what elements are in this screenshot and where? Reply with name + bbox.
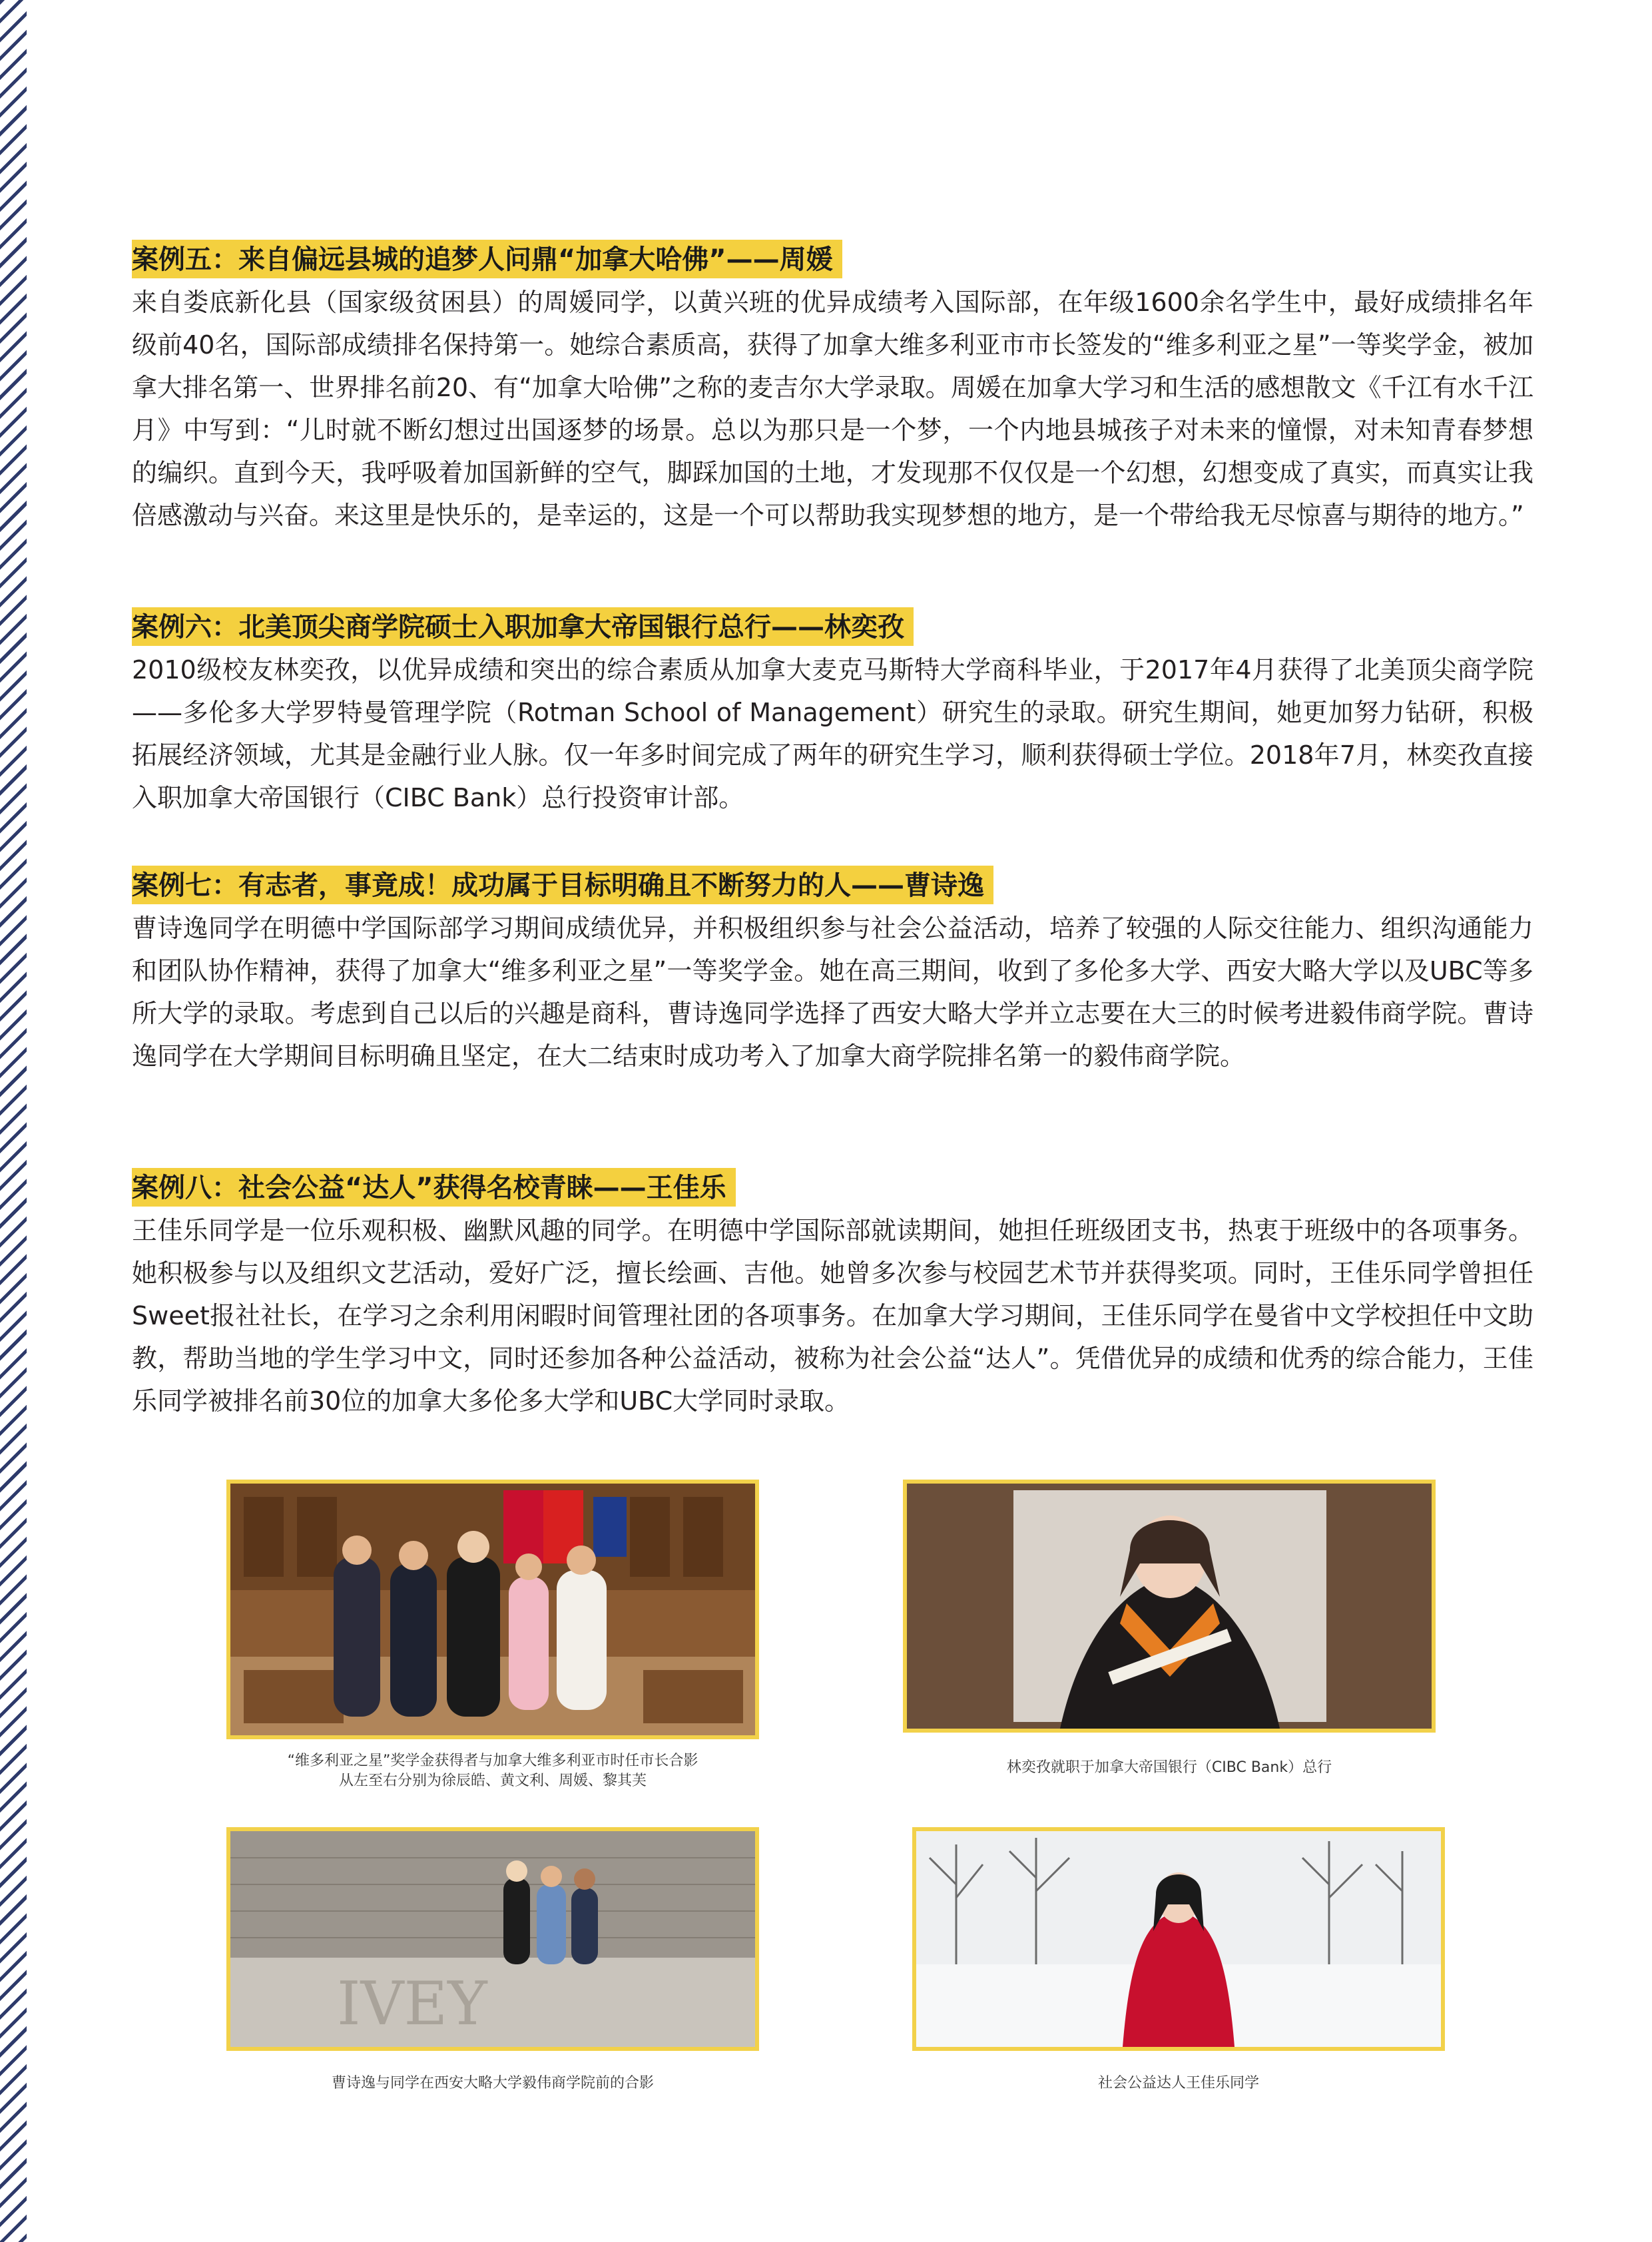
- mayor-photo-caption: [200, 1751, 786, 1791]
- case-six-body: 2010级校友林奕孜，以优异成绩和突出的综合素质从加拿大麦克马斯特大学商科毕业，于2017年4月获得了北美顶尖商学院——多伦多大学罗特曼管理学院（Rotman School of Management）研究生的录取。研究生期间，她更加努力钻研，积极拓展经济领域，尤其是金融行业人脉。仅一年多时间完成了两年的研究生学习，顺利获得硕士学位。2018年7月，林奕孜直接入职加拿大帝国银行（CIBC Bank）总行投资审计部。: [132, 655, 1533, 812]
- graduate-photo-illustration: [907, 1484, 1432, 1729]
- snow-photo: [912, 1827, 1445, 2051]
- graduate-photo: [903, 1480, 1436, 1733]
- ivey-sign-text: IVEY: [337, 1969, 487, 2039]
- ivey-photo-illustration: [230, 1831, 755, 2047]
- ivey-photo: [226, 1827, 759, 2051]
- case-seven-body: 曹诗逸同学在明德中学国际部学习期间成绩优异，并积极组织参与社会公益活动，培养了较强的人际交往能力、组织沟通能力和团队协作精神，获得了加拿大“维多利亚之星”一等奖学金。她在高三期间，收到了多伦多大学、西安大略大学以及UBC等多所大学的录取。考虑到自己以后的兴趣是商科，曹诗逸同学选择了西安大略大学并立志要在大三的时候考进毅伟商学院。曹诗逸同学在大学期间目标明确且坚定，在大二结束时成功考入了加拿大商学院排名第一的毅伟商学院。: [132, 914, 1533, 1071]
- mayor-group-photo-illustration: [230, 1484, 755, 1735]
- graduate-photo-caption-line1: 林奕孜就职于加拿大帝国银行（CIBC Bank）总行: [1006, 1759, 1332, 1776]
- case-eight-body: 王佳乐同学是一位乐观积极、幽默风趣的同学。在明德中学国际部就读期间，她担任班级团支书，热衷于班级中的各项事务。她积极参与以及组织文艺活动，爱好广泛，擅长绘画、吉他。她曾多次参与校园艺术节并获得奖项。同时，王佳乐同学曾担任Sweet报社社长，在学习之余利用闲暇时间管理社团的各项事务。在加拿大学习期间，王佳乐同学在曼省中文学校担任中文助教，帮助当地的学生学习中文，同时还参加各种公益活动，被称为社会公益“达人”。凭借优异的成绩和优秀的综合能力，王佳乐同学被排名前30位的加拿大多伦多大学和UBC大学同时录取。: [132, 1216, 1533, 1416]
- case-five-section: [132, 240, 1533, 537]
- case-six-section: [132, 607, 1533, 819]
- case-seven-title: 案例七：有志者，事竟成！成功属于目标明确且不断努力的人——曹诗逸: [132, 866, 993, 904]
- graduate-photo-caption: [903, 1758, 1436, 1778]
- snow-photo-caption: [912, 2074, 1445, 2094]
- case-eight-section: [132, 1168, 1533, 1422]
- case-seven-section: [132, 866, 1533, 1077]
- snow-photo-caption-line1: 社会公益达人王佳乐同学: [1097, 2075, 1259, 2092]
- case-five-body: 来自娄底新化县（国家级贫困县）的周媛同学，以黄兴班的优异成绩考入国际部，在年级1600余名学生中，最好成绩排名年级前40名，国际部成绩排名保持第一。她综合素质高，获得了加拿大维多利亚市市长签发的“维多利亚之星”一等奖学金，被加拿大排名第一、世界排名前20、有“加拿大哈佛”之称的麦吉尔大学录取。周媛在加拿大学习和生活的感想散文《千江有水千江月》中写到：“儿时就不断幻想过出国逐梦的场景。总以为那只是一个梦，一个内地县城孩子对未来的憧憬，对未知青春梦想的编织。直到今天，我呼吸着加国新鲜的空气，脚踩加国的土地，才发现那不仅仅是一个幻想，幻想变成了真实，而真实让我倍感激动与兴奋。来这里是快乐的，是幸运的，这是一个可以帮助我实现梦想的地方，是一个带给我无尽惊喜与期待的地方。”: [132, 288, 1533, 530]
- mayor-photo-caption-line1: “维多利亚之星”奖学金获得者与加拿大维多利亚市时任市长合影: [287, 1753, 698, 1769]
- case-five-title: 案例五：来自偏远县城的追梦人问鼎“加拿大哈佛”——周媛: [132, 240, 842, 278]
- ivey-photo-caption: [226, 2074, 759, 2094]
- case-six-title: 案例六：北美顶尖商学院硕士入职加拿大帝国银行总行——林奕孜: [132, 607, 914, 646]
- decorative-edge-stripe: [0, 0, 27, 2242]
- case-eight-title: 案例八：社会公益“达人”获得名校青睐——王佳乐: [132, 1168, 736, 1207]
- ivey-photo-caption-line1: 曹诗逸与同学在西安大略大学毅伟商学院前的合影: [331, 2075, 654, 2092]
- mayor-group-photo: [226, 1480, 759, 1739]
- mayor-photo-caption-line2: 从左至右分别为徐辰皓、黄文利、周媛、黎其芙: [338, 1773, 647, 1789]
- snow-photo-illustration: [916, 1831, 1441, 2047]
